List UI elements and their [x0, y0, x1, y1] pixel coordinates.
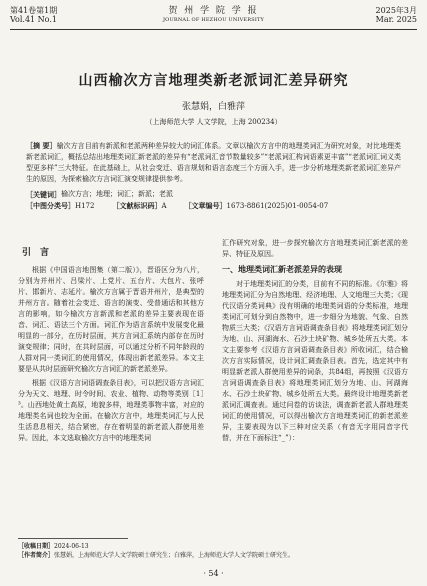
footnote-divider: [18, 538, 128, 539]
keywords-row: [26, 189, 401, 200]
author-affiliation: （上海师范大学 人文学院，上海 200234）: [145, 118, 282, 126]
article-id: 1673-8861(2025)01-0054-07: [226, 202, 329, 210]
abstract: [26, 140, 401, 185]
header-divider: [10, 29, 417, 30]
intro-continuation: 汇作研究对象，进一步探究榆次方言地理类词汇新老派的差异、特征及原因。: [222, 239, 408, 258]
author-bio: [18, 551, 409, 560]
author-bio-text: 张慧娟，上海师范大学人文学院硕士研究生；白雅萍，上海师范大学人文学院硕士研究生。: [54, 552, 295, 559]
article-authors: 张慧娟，白雅萍: [181, 102, 245, 112]
section-1-heading: 一、地理类词汇新老派差异的表现: [222, 264, 342, 274]
doc-code: A: [161, 202, 167, 210]
article-title: 山西榆次方言地理类新老派词汇差异研究: [78, 73, 349, 89]
abstract-block: [26, 140, 401, 212]
received-label: ［收稿日期］: [18, 543, 55, 550]
footnotes: [18, 542, 409, 560]
abstract-text: 榆次方言目前有新派和老派两种差异较大的词汇体系。文章以榆次方言中的地理类词汇为研究对象，对比地理类新老派词汇，概括总结出地理类词汇新老派的差异有“老派词汇音节数量较多”“老派词汇构词语素更丰富”“老派词汇词义类型更多样”三大特征。在此基础上，从社会变迁、语言规划和语言态度三个方面入手，进一步分析地理类新老派词汇差异产生的原因，为探索榆次方言词汇演变规律提供参考。: [26, 142, 402, 183]
keywords-label: ［关键词］: [26, 190, 61, 199]
journal-date: [376, 6, 417, 24]
author-bio-label: ［作者简介］: [18, 552, 55, 559]
article-metadata: [26, 189, 401, 212]
article-id-label: ［文章编号］: [184, 201, 227, 210]
clc-code: H172: [75, 202, 95, 210]
volume-en: Vol.41 No.1: [10, 15, 57, 24]
keywords: 榆次方言；地理；词汇；新派；老派: [61, 190, 173, 198]
date-cn: 2025年3月: [375, 6, 417, 15]
doc-code-cell: [112, 200, 166, 212]
article-id-cell: [185, 200, 329, 212]
intro-paragraph-2: 根据《汉语方言词语调查条目表》，可以把汉语方言词汇分为天文、地理、时令时间、农业、植物、动物等类别［1］³。山西地处黄土高原，地貌多样，地理类事物丰富，对应的地理类名词也较为全面。在榆次方言中，地理类词汇与人民生活息息相关，结合紧密，存在着明显的新老派人群使用差异。因此，本文选取榆次方言中的地理类词: [18, 379, 204, 442]
received-value: 2024-06-13: [54, 543, 89, 550]
doc-code-label: ［文献标识码］: [112, 201, 162, 210]
classification-row: [26, 200, 401, 212]
intro-paragraph-1: 根据《中国语言地图集（第二版）》，晋语区分为八片，分别为并州片、吕梁片、上党片、五台片、大包片、张呼片、邯新片、志延片。榆次方言属于晋语并州片，是典型的并州方言。随着社会变迁、语言的演变、受普通话和其他方言的影响，如今榆次方言新派和老派的差异主要表现在语音、词汇、语法三个方面。词汇作为语言系统中发展变化最明显的一部分，在历时层面，其方言词汇系统内部存在历时演变规律；同时，在共时层面，可以通过分析不同年龄段的人群对同一类词汇的使用情况，体现出新老派差异。本文主要是从共时层面研究榆次方言词汇的新老派差异。: [18, 266, 204, 373]
journal-name: 贺 州 学 院 学 报: [168, 6, 259, 16]
date-en: Mar. 2025: [375, 15, 417, 24]
journal-name-en: JOURNAL OF HEZHOU UNIVERSITY: [162, 17, 265, 23]
intro-heading: 引 言: [22, 248, 50, 258]
clc-cell: [26, 200, 94, 212]
right-column: [222, 238, 408, 447]
clc-label: ［中图分类号］: [26, 201, 75, 210]
volume-cn: 第41卷第1期: [10, 6, 58, 15]
left-column: [18, 238, 204, 447]
running-header: [10, 6, 417, 28]
received-date: [18, 542, 409, 551]
abstract-label: ［摘 要］: [26, 141, 57, 150]
page-number: · 54 ·: [203, 569, 224, 578]
section-1-paragraph: 对于地理类词汇的分类，目前有不同的标准。《尔雅》将地理类词汇分为自然地理、经济地理、人文地理三大类；《现代汉语分类词典》没有明确的地理类词语的分类标准，地理类词汇可划分到自然物中，进一步细分为地貌、气象、自然物质三大类；《汉语方言词语调查条目表》将地理类词汇划分为地、山、河湖海水、石沙土块矿物、城乡处所五大类。本文主要参考《汉语方言词语调查条目表》所收词汇，结合榆次方言实际情况，设计词汇调查条目表。首先，选定其中有明显新老派人群使用差异的词条，共84组，再按照《汉语方言词语调查条目表》将地理类词汇划分为地、山、河湖海水、石沙土块矿物、城乡处所五大类。最终设计地理类新老派词汇调查表。通过问卷的访谈法，调查新老派人群地理类词汇的使用情况，可以得出榆次方言地理类词汇的新老派差异，主要表现为以下三种对应关系（有音无字用同音字代替，并在下面标注“_”）：: [222, 280, 408, 442]
